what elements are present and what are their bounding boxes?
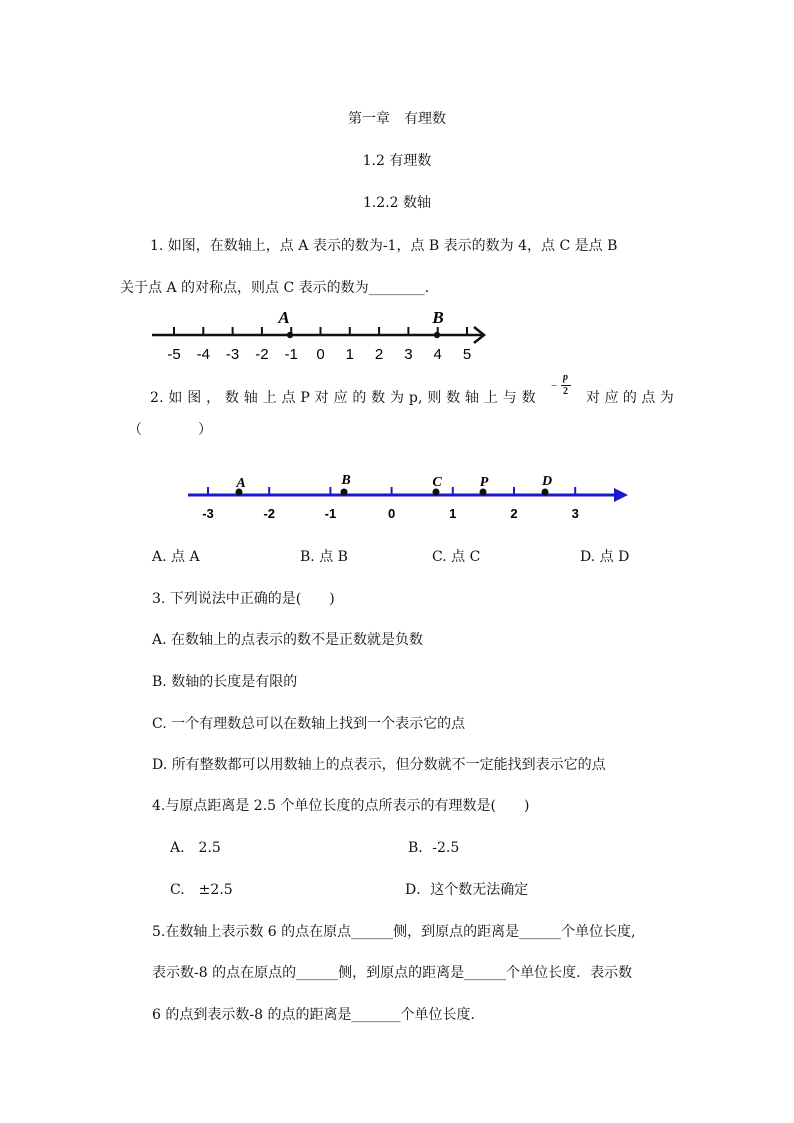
q1-tick-label: 3 — [404, 346, 413, 363]
q2-tick-label: 2 — [510, 506, 518, 521]
q1-tick-label: 5 — [462, 346, 472, 363]
q2-tick-label: 1 — [449, 506, 457, 521]
q5-text-line3: 6 的点到表示数-8 的点的距离是_______个单位长度. — [152, 1007, 475, 1023]
q2-label-d: D — [541, 474, 553, 489]
q3-stem: 3. 下列说法中正确的是( ) — [152, 591, 335, 607]
q2-label-p: P — [479, 475, 489, 490]
q5-text-line2: 表示数-8 的点在原点的______侧，到原点的距离是______个单位长度．表示数 — [152, 965, 633, 981]
q4-option-a: A. 2.5 — [170, 840, 221, 856]
q2-tick-label: -1 — [324, 506, 337, 521]
q2-number-line — [0, 470, 794, 530]
q2-fraction-numerator: p — [563, 372, 568, 383]
q1-tick-label: 2 — [374, 346, 384, 363]
q2-option-d: D. 点 D — [580, 549, 630, 565]
q1-tick-label: 1 — [345, 346, 354, 363]
q1-text-line1: 1. 如图，在数轴上，点 A 表示的数为-1，点 B 表示的数为 4，点 C 是点 B — [150, 238, 618, 254]
q2-label-a: A — [236, 476, 246, 491]
q2-tick-label: 3 — [571, 506, 579, 521]
q2-text-after: 对 应 的 点 为 — [586, 390, 674, 406]
q3-option-a: A. 在数轴上的点表示的数不是正数就是负数 — [152, 632, 424, 648]
q2-option-a: A. 点 A — [152, 549, 200, 565]
q2-tick-label: -2 — [263, 506, 275, 521]
q1-point-a — [287, 332, 293, 338]
q1-tick-label: -3 — [225, 346, 240, 363]
section-title: 1.2 有理数 — [362, 153, 432, 169]
q2-label-b: B — [341, 473, 351, 488]
q2-label-c: C — [432, 475, 442, 490]
q4-option-b: B．-2.5 — [408, 840, 460, 856]
q1-tick-label: -1 — [284, 346, 298, 363]
q1-text-line2: 关于点 A 的对称点，则点 C 表示的数为________. — [120, 280, 430, 296]
q1-number-line — [0, 305, 794, 365]
q2-answer-paren: （ ） — [128, 422, 212, 438]
q2-point-b — [341, 489, 348, 496]
q2-option-c: C. 点 C — [432, 549, 481, 565]
q4-option-d: D．这个数无法确定 — [405, 882, 529, 898]
q1-tick-label: 4 — [433, 346, 442, 363]
q1-label-a: A — [278, 308, 290, 327]
q1-tick-label: -4 — [196, 346, 210, 363]
q3-option-d: D. 所有整数都可以用数轴上的点表示，但分数就不一定能找到表示它的点 — [152, 757, 606, 773]
q2-fraction-sign: − — [551, 380, 558, 392]
q5-text-line1: 5.在数轴上表示数 6 的点在原点______侧，到原点的距离是______个单位长度, — [152, 924, 636, 940]
q2-text-before: 2. 如 图 ， 数 轴 上 点 P 对 应 的 数 为 p, 则 数 轴 上 与 数 — [150, 390, 536, 406]
q2-fraction-denominator: 2 — [563, 386, 568, 397]
q2-fraction — [551, 372, 573, 402]
q2-tick-label: 0 — [387, 506, 396, 521]
q1-label-b: B — [432, 308, 444, 327]
q1-tick-label: -2 — [255, 346, 269, 363]
q2-point-d — [542, 489, 549, 496]
q1-tick-label: 0 — [316, 346, 325, 363]
q2-tick-label: -3 — [202, 506, 214, 521]
q2-axis-arrow — [614, 488, 628, 502]
chapter-title: 第一章 有理数 — [348, 111, 446, 127]
q2-option-b: B. 点 B — [300, 549, 348, 565]
q4-stem: 4.与原点距离是 2.5 个单位长度的点所表示的有理数是( ) — [152, 798, 530, 814]
q3-option-b: B. 数轴的长度是有限的 — [152, 674, 298, 690]
q1-point-b — [434, 332, 440, 338]
subsection-title: 1.2.2 数轴 — [362, 195, 432, 211]
q1-tick-label: -5 — [167, 346, 181, 363]
q3-option-c: C. 一个有理数总可以在数轴上找到一个表示它的点 — [152, 716, 466, 732]
q4-option-c: C. ±2.5 — [170, 882, 233, 898]
